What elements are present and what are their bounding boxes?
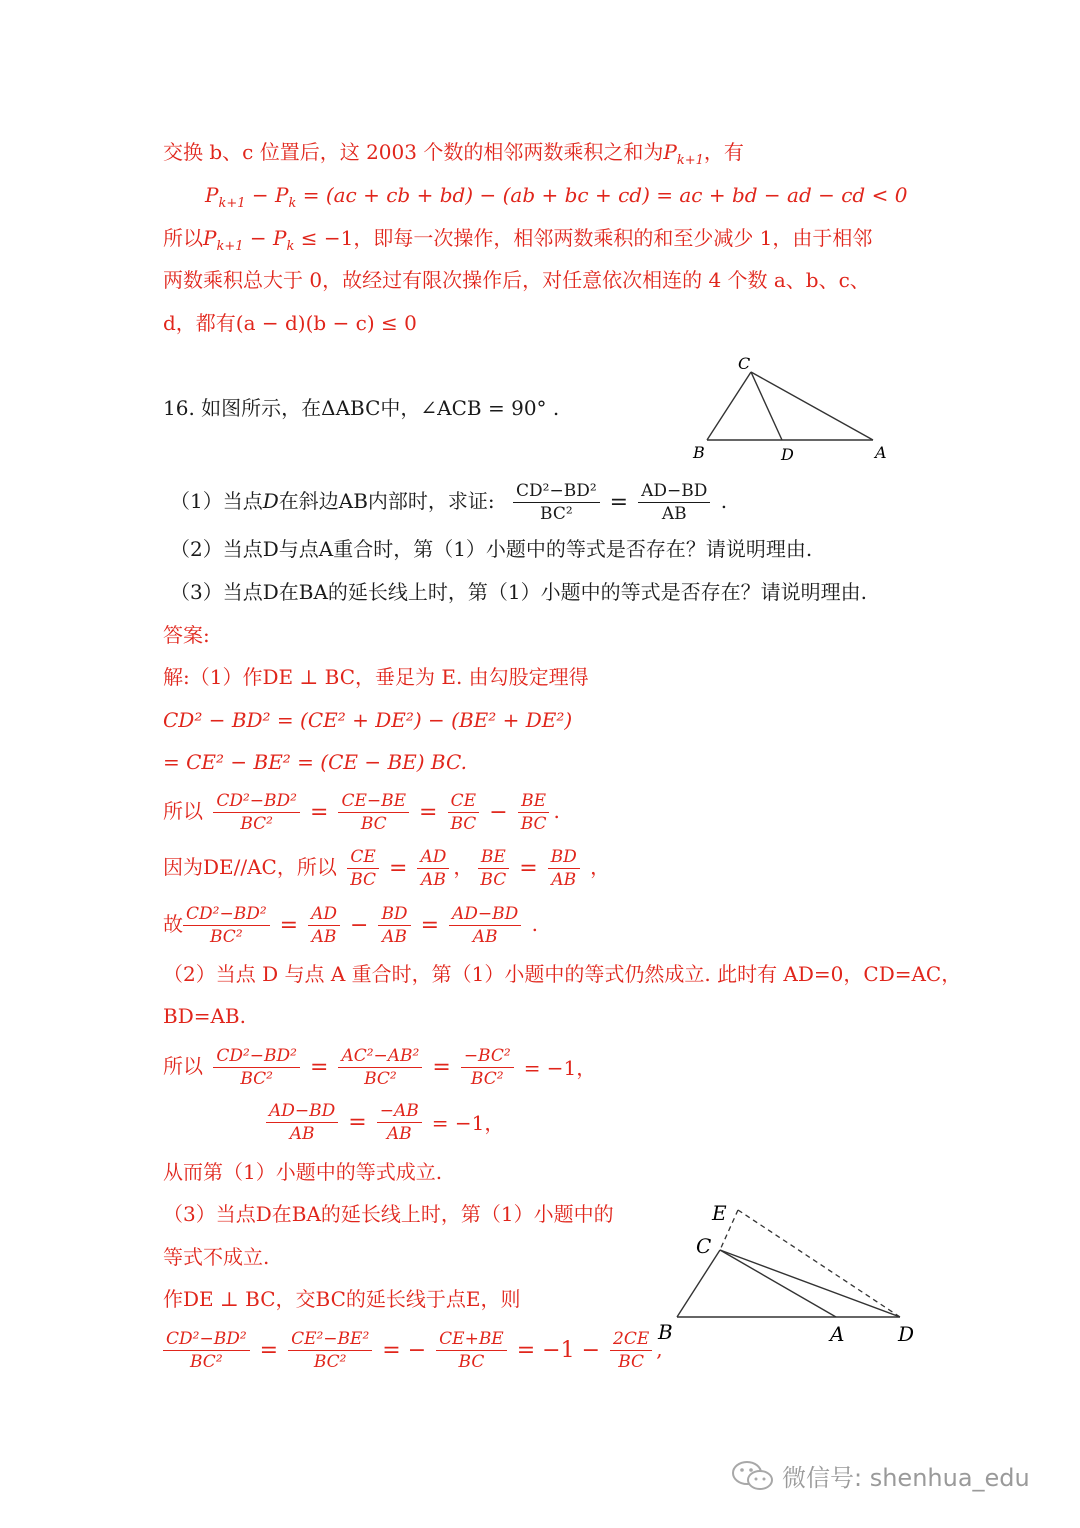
- answer-line: BD=AB.: [163, 1004, 246, 1028]
- text-line: 两数乘积总大于 0，故经过有限次操作后，对任意依次相连的 4 个数 a、b、c、: [163, 268, 870, 292]
- fraction: $\frac{AD-BD}{AB}$: [266, 1100, 338, 1145]
- fraction: $\frac{\text{CE²−BE²}}{\text{BC²}}$: [288, 1328, 372, 1373]
- operator: = −1 −: [516, 1337, 601, 1363]
- fraction: $\frac{\text{CD²−BD²}}{\text{BC²}}$: [513, 480, 600, 525]
- text-fragment: 在斜边AB内部时，求证:: [278, 489, 495, 513]
- fraction: $\frac{BE}{BC}$: [518, 790, 550, 835]
- watermark: [730, 1458, 1030, 1493]
- fraction: $\frac{BD}{AB}$: [548, 846, 580, 891]
- label-b: B: [693, 443, 705, 462]
- edge-ca: [720, 1250, 836, 1317]
- text-fragment: （1）当点: [170, 489, 263, 513]
- fraction: $\frac{\text{−BC²}}{\text{BC²}}$: [461, 1045, 514, 1090]
- edge-cd: [720, 1250, 900, 1317]
- equation-line: $P_{k+1} - P_k = (ac$ + cb + bd) − (ab + bc + cd) = ac + bd − ad − cd < 0: [205, 183, 908, 211]
- text-fragment: 所以: [163, 799, 203, 823]
- fraction: $\frac{CE}{BC}$: [447, 790, 479, 835]
- fraction: $\frac{\text{CD²−BD²}}{\text{BC²}}$: [183, 903, 270, 948]
- triangle-figure-2: [650, 1195, 930, 1355]
- subscript: k+1: [676, 153, 704, 168]
- fraction: $\frac{CE}{BC}$: [347, 846, 379, 891]
- label-a: A: [830, 1322, 845, 1346]
- label-e: E: [712, 1201, 727, 1225]
- watermark-text: 微信号: shenhua_edu: [782, 1464, 1030, 1492]
- fraction: $\frac{\text{CD²−BD²}}{\text{BC²}}$: [213, 790, 300, 835]
- answer-fraction-line: 所以 $\frac{\text{CD²−BD²}}{\text{BC²}}$ = $\frac{\text{AC²−AB²}}{\text{BC²}}$ = $\frac{\text{−BC²}}{\text{BC²}}$ = −1，: [163, 1046, 597, 1089]
- triangle-figure-1: [685, 350, 895, 465]
- fraction: $\frac{\text{AC²−AB²}}{\text{BC²}}$: [338, 1045, 422, 1090]
- question-3: （3）当点D在BA的延长线上时，第（1）小题中的等式是否存在？请说明理由.: [170, 580, 867, 604]
- edge-cb: [677, 1250, 720, 1317]
- answer-fraction-line: 因为DE//AC，所以 $\frac{CE}{BC}$ = $\frac{AD}{AB}$ ， $\frac{BE}{BC}$ = $\frac{BD}{AB}$ ，: [163, 847, 611, 890]
- equation-rest: (ac + cb + bd) − (ab + bc + cd) = ac + bd − ad − cd < 0: [325, 183, 908, 207]
- wechat-icon: [730, 1459, 776, 1493]
- answer-line: （2）当点 D 与点 A 重合时，第（1）小题中的等式仍然成立. 此时有 AD=0，CD=AC，: [163, 962, 962, 986]
- result: = −1，: [523, 1055, 597, 1080]
- answer-fraction-line: 所以 $\frac{\text{CD²−BD²}}{\text{BC²}}$ = $\frac{CE-BE}{BC}$ = $\frac{CE}{BC}$ − $\frac{BE}{BC}$ .: [163, 791, 560, 834]
- label-c: C: [738, 354, 751, 373]
- answer-equation: CD² − BD² = (CE² + DE²) − (BE² + DE²): [163, 708, 573, 732]
- fraction: $\frac{\text{CD²−BD²}}{\text{BC²}}$: [213, 1045, 300, 1090]
- fraction: $\frac{AD}{AB}$: [417, 846, 449, 891]
- answer-line: 等式不成立.: [163, 1245, 270, 1269]
- text-fragment: ≤ −1，即每一次操作，相邻两数乘积的和至少减少 1，由于相邻: [300, 226, 873, 250]
- label-b: B: [658, 1320, 673, 1344]
- answer-fraction-line: $\frac{AD-BD}{AB}$ = $\frac{-AB}{AB}$ = −1，: [262, 1100, 510, 1145]
- fraction: $\frac{AD-BD}{AB}$: [638, 480, 710, 525]
- text-line: [163, 138, 744, 166]
- fraction: $\frac{BD}{AB}$: [378, 903, 410, 948]
- text-fragment: 所以: [163, 1054, 203, 1078]
- label-c: C: [696, 1234, 712, 1258]
- edge-ca: [751, 372, 873, 440]
- fraction: $\frac{AD}{AB}$: [308, 903, 340, 948]
- text-line: d，都有(a − d)(b − c) ≤ 0: [163, 311, 417, 335]
- fraction: $\frac{\text{CD²−BD²}}{\text{BC²}}$: [163, 1328, 250, 1373]
- label-d: D: [781, 445, 794, 464]
- text-fragment: 因为DE//AC，所以: [163, 855, 337, 879]
- fraction: $\frac{AD-BD}{AB}$: [449, 903, 521, 948]
- question-1: （1）当点D在斜边AB内部时，求证: $\frac{\text{CD²−BD²}}{\text{BC²}}$ = $\frac{AD-BD}{AB}$ .: [170, 481, 728, 524]
- fraction: $\frac{CE-BE}{BC}$: [338, 790, 409, 835]
- fraction: $\frac{2CE}{BC}$: [610, 1328, 652, 1373]
- edge-cb: [707, 372, 751, 440]
- symbol-p: P: [663, 140, 677, 164]
- symbol-p: P: [205, 183, 219, 207]
- answer-line: 解:（1）作DE ⊥ BC，垂足为 E. 由勾股定理得: [163, 665, 589, 689]
- text-fragment: 交换 b、c 位置后，这 2003 个数的相邻两数乘积之和为: [163, 140, 664, 164]
- edge-cd: [751, 372, 782, 440]
- problem-text: 如图所示，在ΔABC中，∠ACB = 90° .: [201, 396, 560, 420]
- question-2: （2）当点D与点A重合时，第（1）小题中的等式是否存在？请说明理由.: [170, 537, 813, 561]
- text-fragment: 所以: [163, 226, 203, 250]
- answer-fraction-line: $\frac{\text{CD²−BD²}}{\text{BC²}}$ = $\frac{\text{CE²−BE²}}{\text{BC²}}$ = − $\frac{CE+BE}{BC}$ = −1 − $\frac{2CE}{BC}$ ,: [163, 1328, 663, 1373]
- label-a: A: [875, 443, 887, 462]
- label-d: D: [898, 1322, 915, 1346]
- answer-line: 作DE ⊥ BC，交BC的延长线于点E，则: [163, 1287, 521, 1311]
- result: = −1，: [431, 1110, 505, 1135]
- fraction: $\frac{CE+BE}{BC}$: [436, 1328, 507, 1373]
- segment-ed: [738, 1210, 900, 1317]
- answer-fraction-line: 故 $\frac{\text{CD²−BD²}}{\text{BC²}}$ = $\frac{AD}{AB}$ − $\frac{BD}{AB}$ = $\frac{AD-BD}{AB}$ .: [163, 904, 538, 947]
- fraction: $\frac{-AB}{AB}$: [377, 1100, 422, 1145]
- fraction: $\frac{BE}{BC}$: [477, 846, 509, 891]
- text-fragment: 故: [163, 912, 183, 936]
- text-fragment: ，有: [703, 140, 744, 164]
- answer-equation: = CE² − BE² = (CE − BE) BC.: [163, 750, 467, 774]
- problem-number: 16.: [163, 396, 195, 420]
- text-line: 所以$P_{k+1} - P_k \le -1$，即每一次操作，相邻两数乘积的和至少减少 1，由于相邻: [163, 226, 873, 254]
- problem-stem: [163, 394, 559, 422]
- answer-line: （3）当点D在BA的延长线上时，第（1）小题中的: [163, 1202, 614, 1226]
- answer-line: 从而第（1）小题中的等式成立.: [163, 1160, 443, 1184]
- answer-label: 答案:: [163, 623, 210, 647]
